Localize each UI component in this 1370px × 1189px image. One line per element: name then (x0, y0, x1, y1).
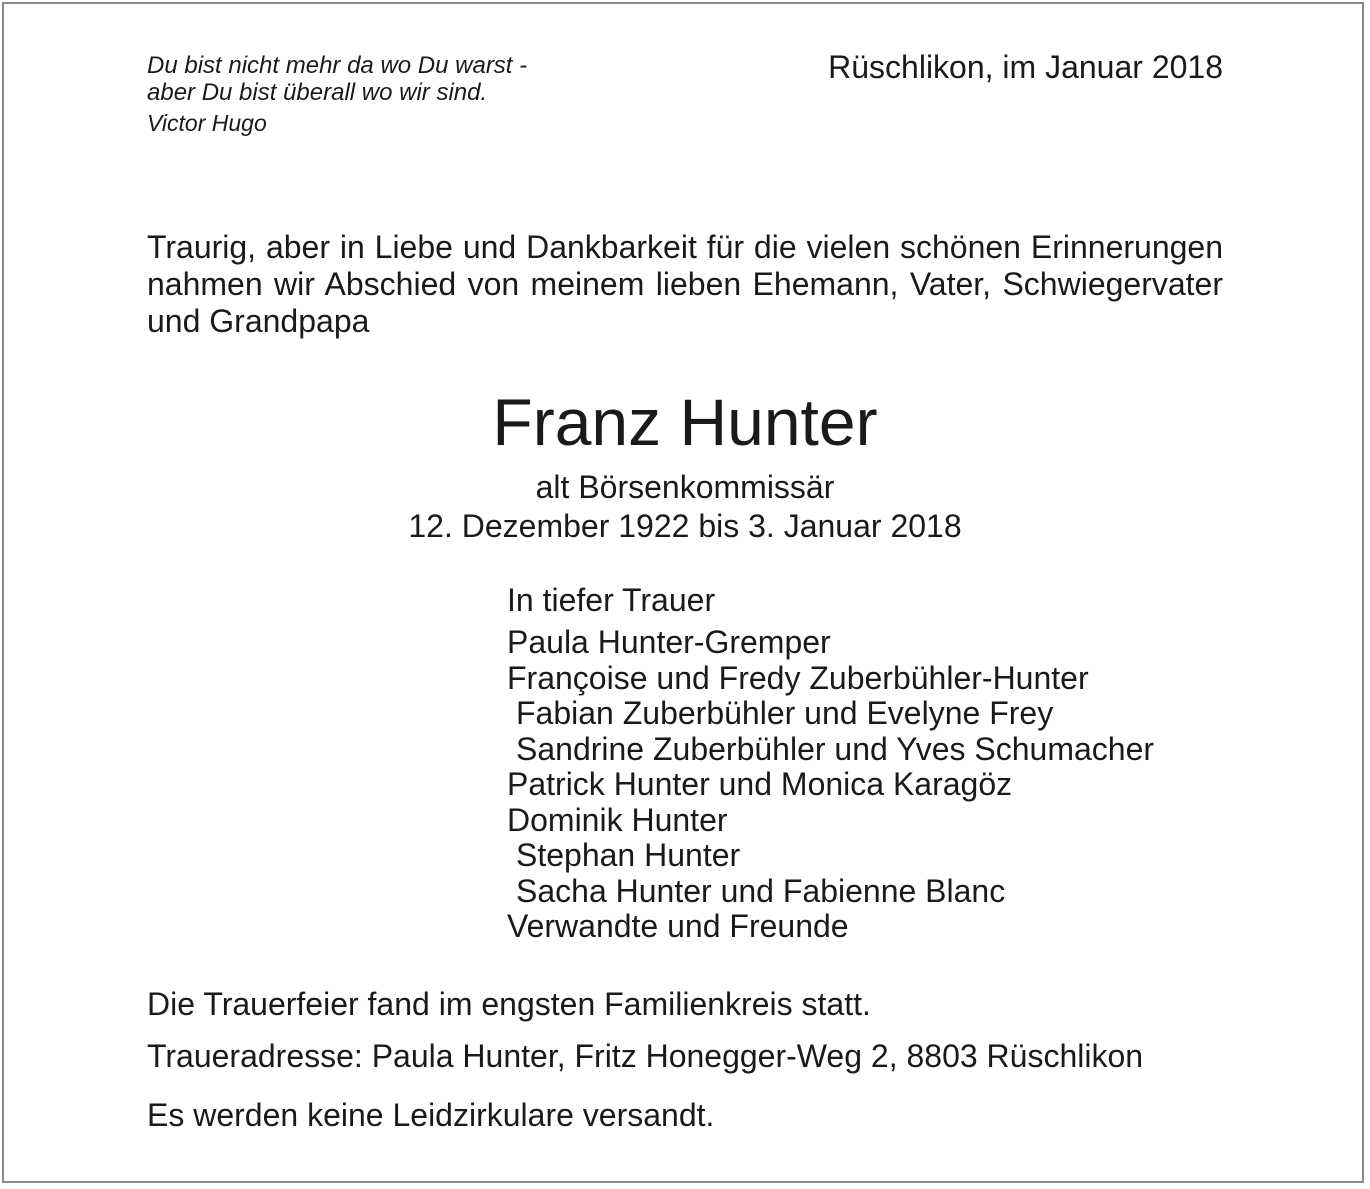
mourner-item: Sandrine Zuberbühler und Yves Schumacher (516, 730, 1155, 767)
mourner-item: Stephan Hunter (516, 837, 741, 873)
mourner-item: Françoise und Fredy Zuberbühler-Hunter (507, 659, 1089, 696)
mourning-heading: In tiefer Trauer (507, 582, 716, 618)
ceremony-note: Die Trauerfeier fand im engsten Familienkreis statt. (147, 986, 871, 1022)
mourner-item: Paula Hunter-Gremper (507, 624, 831, 660)
mourner-item: Verwandte und Freunde (507, 908, 849, 944)
mourner-item: Dominik Hunter (507, 801, 728, 838)
deceased-title: alt Börsenkommissär (535, 469, 835, 505)
circular-notice: Es werden keine Leidzirkulare versandt. (147, 1097, 715, 1133)
life-dates: 12. Dezember 1922 bis 3. Januar 2018 (408, 508, 962, 544)
deceased-name: Franz Hunter (492, 385, 878, 459)
mourning-address: Traueradresse: Paula Hunter, Fritz Honegger-Weg 2, 8803 Rüschlikon (147, 1038, 1144, 1074)
place-date: Rüschlikon, im Januar 2018 (828, 49, 1223, 85)
mourner-item: Sacha Hunter und Fabienne Blanc (516, 872, 1006, 909)
intro-text: Traurig, aber in Liebe und Dankbarkeit für die vielen schönen Erinnerungen nahmen wir Abschied von meinem lieben Ehemann, Vater, Schwiegervater und Grandpapa (147, 229, 1223, 339)
quote-author: Victor Hugo (147, 110, 267, 136)
quote-line-2: aber Du bist überall wo wir sind. (147, 79, 488, 106)
epigraph-quote (147, 52, 527, 137)
mourners-list (507, 625, 1154, 945)
mourner-item: Fabian Zuberbühler und Evelyne Frey (516, 695, 1054, 731)
mourner-item: Patrick Hunter und Monica Karagöz (507, 766, 1013, 802)
quote-line-1: Du bist nicht mehr da wo Du warst - (147, 52, 528, 79)
